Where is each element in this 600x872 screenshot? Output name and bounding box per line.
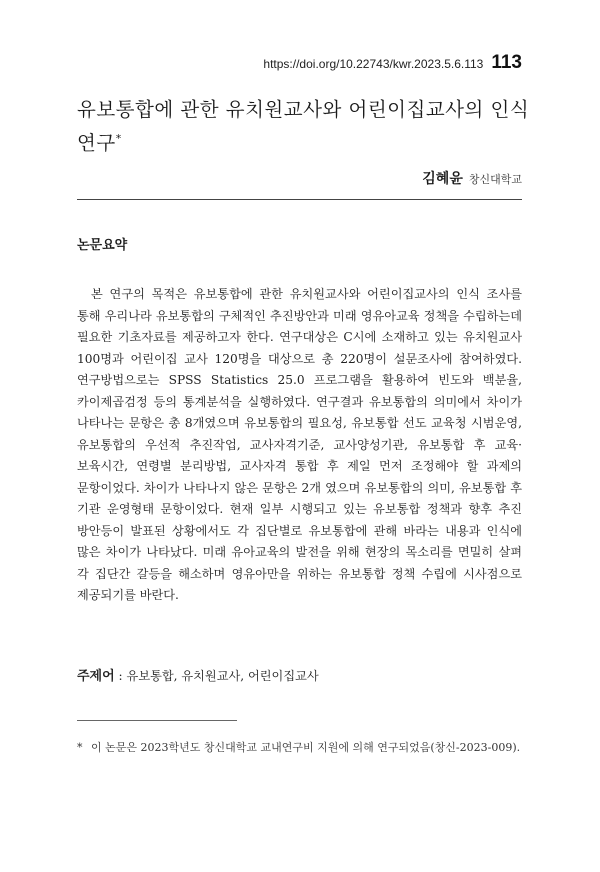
keywords-label: 주제어	[77, 669, 115, 684]
doi-link[interactable]: https://doi.org/10.22743/kwr.2023.5.6.113	[263, 57, 484, 71]
paper-title	[77, 95, 537, 158]
author-affiliation: 창신대학교	[468, 173, 522, 186]
title-divider	[77, 199, 522, 200]
keywords-line	[77, 665, 522, 684]
page-header	[263, 52, 522, 74]
keywords-separator: :	[114, 669, 127, 683]
page-number: 113	[491, 52, 522, 73]
abstract-heading: 논문요약	[77, 238, 128, 253]
footnote-mark: *	[77, 741, 83, 754]
keywords-text: 유보통합, 유치원교사, 어린이집교사	[126, 669, 319, 683]
title-text: 유보통합에 관한 유치원교사와 어린이집교사의 인식연구	[77, 98, 530, 155]
footnote-text: 이 논문은 2023학년도 창신대학교 교내연구비 지원에 의해 연구되었음(창신-2023-009).	[91, 741, 521, 754]
author-name: 김혜윤	[422, 171, 463, 187]
author-line	[422, 168, 522, 188]
footnote	[77, 739, 522, 757]
title-footnote-marker: *	[115, 132, 122, 145]
footnote-divider	[77, 720, 237, 721]
abstract-body: 본 연구의 목적은 유보통합에 관한 유치원교사와 어린이집교사의 인식 조사를 통해 우리나라 유보통합의 구체적인 추진방안과 미래 영유아교육 정책을 수립하는데 필요한 기초자료를 제공하고자 한다. 연구대상은 C시에 소재하고 있는 유치원교사 100명과 어린이집 교사 120명을 대상으로 총 220명이 설문조사에 참여하였다. 연구방법으로는 SPSS Statistics 25.0 프로그램을 활용하여 빈도와 백분율, 카이제곱검정 등의 통계분석을 실행하였다. 연구결과 유보통합의 의미에서 차이가 나타나는 문항은 총 8개였으며 유보통합의 필요성, 유보통합 선도 교육청 시범운영, 유보통합의 우선적 추진작업, 교사자격기준, 교사양성기관, 유보통합 후 교육·보육시간, 연령별 분리방법, 교사자격 통합 후 제일 먼저 조정해야 할 과제의 문항이었다. 차이가 나타나지 않은 문항은 2개 였으며 유보통합의 의미, 유보통합 후 기관 운영형태 문항이었다. 현재 일부 시행되고 있는 유보통합 정책과 향후 추진 방안등이 발표된 상황에서도 각 집단별로 유보통합에 관해 바라는 내용과 인식에 많은 차이가 나타났다. 미래 유아교육의 발전을 위해 현장의 목소리를 면밀히 살펴 각 집단간 갈등을 해소하며 영유아만을 위하는 유보통합 정책 수립에 시사점으로 제공되기를 바란다.	[77, 287, 522, 602]
